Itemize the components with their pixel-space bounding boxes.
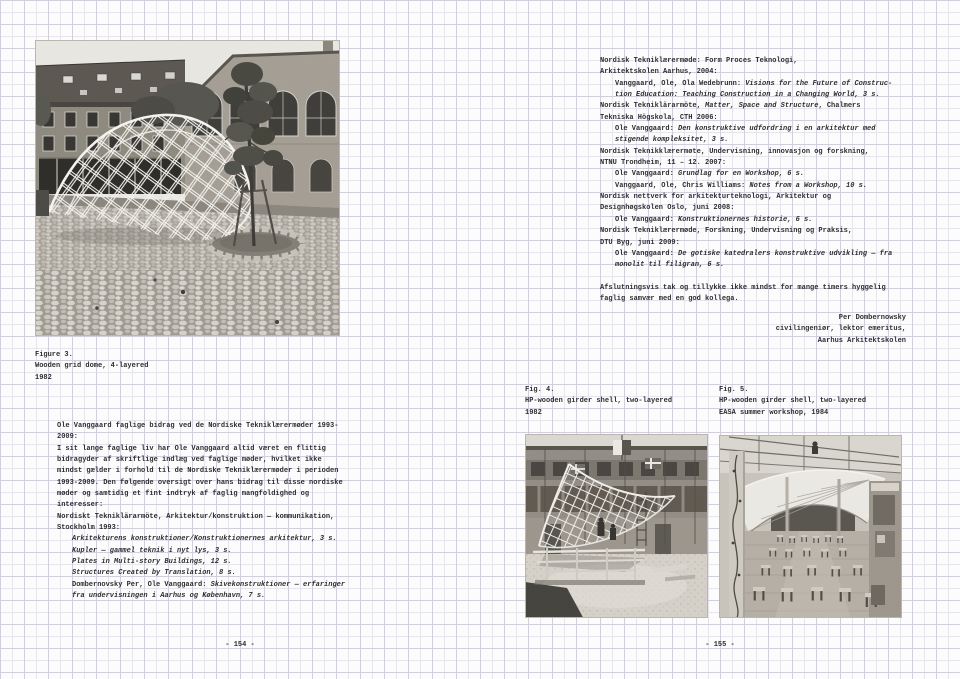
text-line: Nordiskt Tekniklärarmöte, Arkitektur/konstruktion — kommunikation,	[57, 512, 335, 521]
text-line: Vanggaard, Ole, Ola Wedebrunn: Visions for the Future of Construc-	[615, 79, 893, 88]
text-line: EASA summer workshop, 1984	[719, 408, 829, 417]
text-line: Kupler — gammel teknik i nyt lys, 3 s.	[72, 546, 232, 555]
text-line: Nordisk Teknikklærermøte, Undervisning, innovasjon og forskning,	[600, 147, 869, 156]
text-line: Fig. 5.	[719, 386, 749, 394]
text-line: Ole Vanggaard: Den konstruktive udfordring i en arkitektur med	[615, 125, 876, 134]
text-line: Designhøgskolen Oslo, juni 2008:	[600, 204, 735, 213]
text-line: Figure 3.	[35, 351, 73, 359]
text-line: møder og samtidig et fint indtryk af faglig mangfoldighed og	[57, 490, 310, 499]
figure-5-caption	[719, 385, 866, 419]
text-line: stigende kompleksitet, 3 s.	[615, 136, 729, 145]
text-line: fra undervisningen i Aarhus og København, 7 s.	[72, 592, 266, 601]
text-line: Ole Vanggaard: Grundlag for en Workshop, 6 s.	[615, 170, 805, 179]
text-line: 1993-2009. Den følgende oversigt over hans bidrag til disse nordiske	[57, 478, 343, 487]
left-body-text	[57, 421, 387, 603]
figure-3-caption	[35, 350, 148, 384]
text-line: bidragyder af skriftlige indlæg ved faglige møder, hvilket ikke	[57, 456, 322, 465]
page-number-154: - 154 -	[225, 641, 255, 649]
text-line: tion Education: Teaching Construction in a Changing World, 3 s.	[615, 91, 880, 100]
text-line: HP-wooden girder shell, two-layered	[719, 397, 867, 406]
text-line: Arkitekturens konstruktioner/Konstruktionernes arkitektur, 3 s.	[72, 535, 337, 544]
hp-shell-workshop-illustration	[719, 435, 902, 618]
text-line: Ole Vanggaard faglige bidrag ved de Nordiske Tekniklærermøder 1993-	[57, 422, 339, 430]
text-line: Arkitektskolen Aarhus, 2004:	[600, 68, 718, 77]
grid-dome-courtyard-illustration	[35, 40, 340, 336]
text-line: DTU Byg, juni 2009:	[600, 238, 680, 247]
text-line: Dombernovsky Per, Ole Vanggaard: Skivekonstruktioner — erfaringer	[72, 580, 346, 589]
figure-4-caption	[525, 385, 672, 419]
text-line: I sit lange faglige liv har Ole Vanggaard altid været en flittig	[57, 444, 326, 453]
text-line: Structures Created by Translation, 8 s.	[72, 569, 236, 578]
figure-5-photo	[719, 435, 902, 618]
text-line: Nordisk nettverk for arkitekturteknologi, Arkitektur og	[600, 193, 832, 202]
text-line: Ole Vanggaard: Konstruktionernes historie, 6 s.	[615, 215, 813, 224]
text-line: faglig samvær med en god kollega.	[600, 295, 739, 304]
text-line: Plates in Multi-story Buildings, 12 s.	[72, 558, 232, 567]
text-line: Aarhus Arkitektskolen	[817, 336, 906, 345]
text-line: Fig. 4.	[525, 386, 555, 394]
text-line: NTNU Trondheim, 11 – 12. 2007:	[600, 159, 727, 168]
text-line: interesser:	[57, 501, 104, 510]
figure-3-photo	[35, 40, 340, 336]
text-line: Nordisk Tekniklærermøde, Forskning, Undervisning og Praksis,	[600, 227, 853, 236]
text-line: Afslutningsvis tak og tillykke ikke mindst for mange timers hyggelig	[600, 283, 886, 292]
text-line: Vanggaard, Ole, Chris Williams: Notes from a Workshop, 10 s.	[615, 181, 868, 190]
text-line: Nordisk Tekniklærermøde: Form Proces Teknologi,	[600, 57, 798, 65]
text-line: HP-wooden girder shell, two-layered	[525, 397, 673, 406]
text-line: monolit til filigran, 6 s.	[615, 261, 725, 270]
figure-4-photo	[525, 434, 708, 618]
right-body-text	[600, 56, 912, 306]
text-line: 1982	[35, 373, 52, 382]
text-line: 1982	[525, 408, 542, 417]
text-line: Wooden grid dome, 4-layered	[35, 362, 149, 371]
text-line: Tekniska Högskola, CTH 2006:	[600, 113, 718, 122]
hp-shell-outdoor-illustration	[525, 434, 708, 618]
text-line: Ole Vanggaard: De gotiske katedralers konstruktive udvikling — fra	[615, 249, 893, 258]
text-line: 2009:	[57, 433, 79, 442]
text-line: civilingeniør, lektor emeritus,	[775, 325, 906, 334]
text-line	[600, 272, 912, 283]
signature-block	[600, 313, 906, 347]
page-number-155: - 155 -	[705, 641, 735, 649]
text-line: Stockholm 1993:	[57, 524, 121, 533]
text-line: mindst gælder i forhold til de Nordiske Tekniklærermøder i perioden	[57, 467, 339, 476]
text-line: Nordisk Tekniklärarmöte, Matter, Space and Structure, Chalmers	[600, 102, 861, 111]
text-line: Per Dombernowsky	[838, 314, 906, 322]
